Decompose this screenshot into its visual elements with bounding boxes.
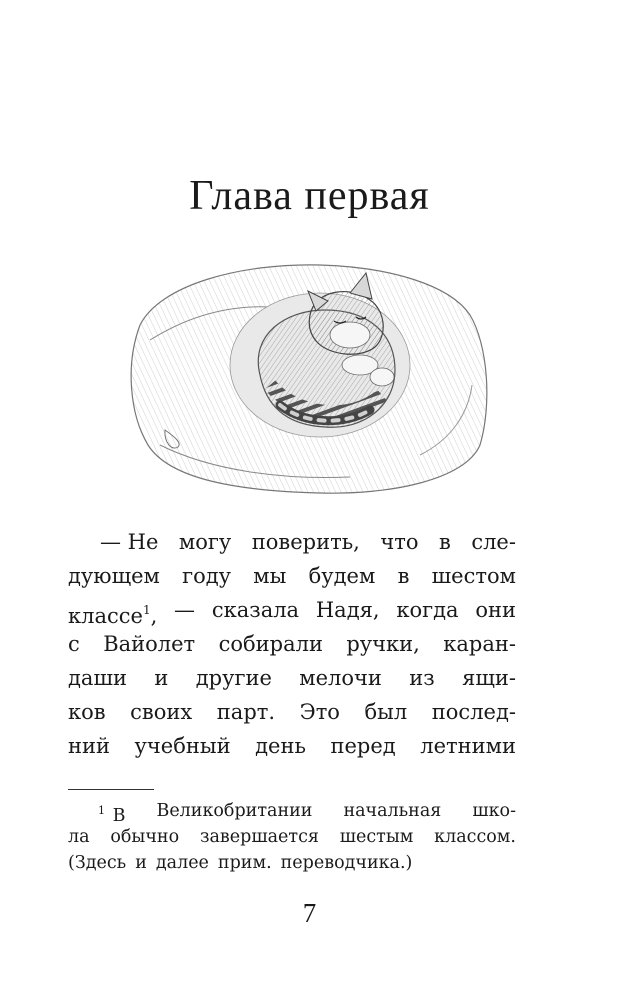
word: и <box>154 666 169 690</box>
word: шко- <box>472 801 516 821</box>
word: прим. <box>217 853 272 873</box>
text-line <box>68 593 516 627</box>
word: завершается <box>199 827 319 847</box>
word: поверить, <box>251 530 360 554</box>
word: сле- <box>471 530 516 554</box>
word: перед <box>330 734 396 758</box>
word: шестым <box>339 827 414 847</box>
word: они <box>475 598 516 622</box>
text-line <box>68 627 516 661</box>
word: классом. <box>434 827 516 847</box>
footnote-line <box>68 824 516 850</box>
chapter-title: Глава первая <box>189 173 430 219</box>
word: Надя, <box>315 598 380 622</box>
word: мы <box>253 564 287 588</box>
word: ручки, <box>346 632 420 656</box>
word: парт. <box>216 700 276 724</box>
word: Это <box>299 700 340 724</box>
footnote-line <box>68 850 516 876</box>
footnote-reference: 1 <box>142 603 151 617</box>
word: будем <box>308 564 376 588</box>
word: — <box>174 598 196 622</box>
word: дующем <box>68 564 160 588</box>
word: своих <box>130 700 193 724</box>
word: мелочи <box>299 666 382 690</box>
word: учебный <box>134 734 231 758</box>
text-line <box>68 525 516 559</box>
word: собирали <box>218 632 323 656</box>
footnote-divider <box>68 789 154 790</box>
word: (Здесь <box>68 853 127 873</box>
word: году <box>182 564 232 588</box>
word: с <box>68 632 80 656</box>
word: шестом <box>431 564 516 588</box>
word: — Не <box>100 530 159 554</box>
word: Вайолет <box>103 632 196 656</box>
word: когда <box>396 598 459 622</box>
word: ков <box>68 700 106 724</box>
word: был <box>364 700 408 724</box>
word: в <box>397 564 410 588</box>
word: в <box>438 530 451 554</box>
word: ла <box>68 827 90 847</box>
page-number: 7 <box>302 898 317 928</box>
word-with-footnote: классе$^1$, <box>68 603 158 628</box>
footnote-line <box>68 798 516 824</box>
word: могу <box>178 530 232 554</box>
word: из <box>409 666 435 690</box>
text-line <box>68 695 516 729</box>
text-line <box>68 559 516 593</box>
footnote-word-with-marker: $^1$ В <box>98 804 126 826</box>
word: день <box>255 734 306 758</box>
kitten-illustration <box>120 255 500 500</box>
word: далее <box>155 853 209 873</box>
word: Великобритании <box>156 801 313 821</box>
word: начальная <box>343 801 442 821</box>
text-line <box>68 661 516 695</box>
word: ящи- <box>462 666 516 690</box>
body-paragraph <box>68 525 516 763</box>
word: сказала <box>211 598 300 622</box>
word: летними <box>420 734 516 758</box>
text-line <box>68 729 516 763</box>
footnote <box>68 798 516 876</box>
word: и <box>135 853 147 873</box>
word: ний <box>68 734 110 758</box>
word: послед- <box>431 700 516 724</box>
word: каран- <box>443 632 516 656</box>
word: другие <box>195 666 272 690</box>
word: даши <box>68 666 127 690</box>
word: переводчика.) <box>280 853 413 873</box>
word: обычно <box>110 827 180 847</box>
word: что <box>380 530 419 554</box>
footnote-marker: 1 <box>98 804 105 817</box>
